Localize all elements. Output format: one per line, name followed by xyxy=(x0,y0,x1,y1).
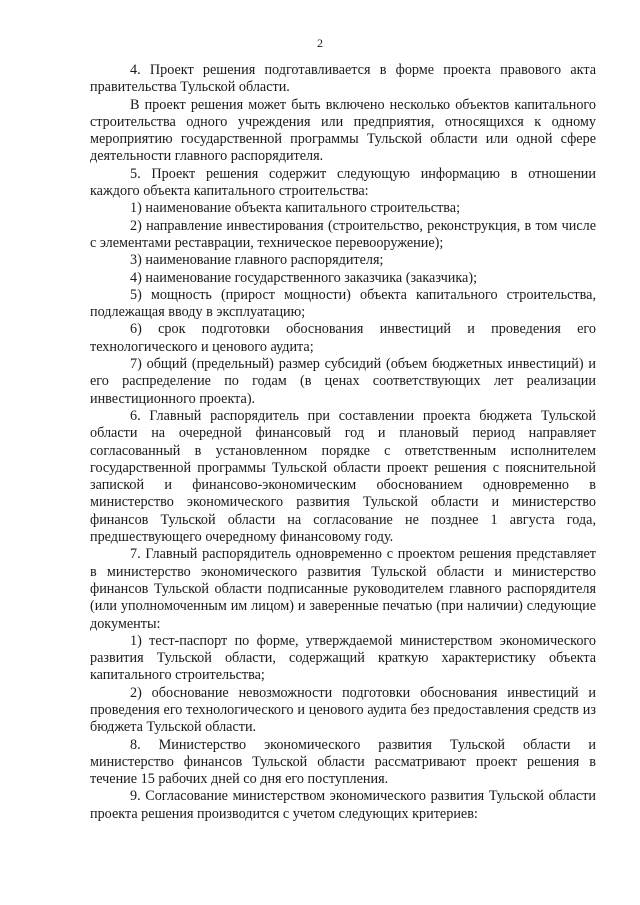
document-body xyxy=(90,62,596,823)
paragraph: В проект решения может быть включено несколько объектов капитального строительства одного учреждения или предприятия, относящихся к одному мероприятию государственной программы Тульской области или одной сфере деятельности главного распорядителя. xyxy=(90,96,596,165)
list-item: 5) мощность (прирост мощности) объекта капитального строительства, подлежащая вводу в эксплуатацию; xyxy=(90,286,596,321)
paragraph: 4. Проект решения подготавливается в форме проекта правового акта правительства Тульской области. xyxy=(90,62,596,96)
paragraph: 9. Согласование министерством экономического развития Тульской области проекта решения производится с учетом следующих критериев: xyxy=(90,788,596,822)
list-item: 2) направление инвестирования (строительство, реконструкция, в том числе с элементами реставрации, техническое перевооружение); xyxy=(90,217,596,251)
paragraph: 6. Главный распорядитель при составлении проекта бюджета Тульской области на очередной финансовый год и плановый период направляет согласованный в установленном порядке с ответственным исполнителем государственной программы Тульской области проект решения с пояснительной запиской и финансово-экономическим обоснованием одновременно в министерство экономического развития Тульской области и министерство финансов Тульской области на согласование не позднее 1 августа года, предшествующего очередному финансовому году. xyxy=(90,407,596,546)
list-item: 2) обоснование невозможности подготовки обоснования инвестиций и проведения его технологического и ценового аудита без предоставления средств из бюджета Тульской области. xyxy=(90,684,596,736)
list-item: 4) наименование государственного заказчика (заказчика); xyxy=(130,269,478,286)
page-number: 2 xyxy=(317,36,323,50)
list-item: 7) общий (предельный) размер субсидий (объем бюджетных инвестиций) и его распределение по годам (в ценах соответствующих лет реализации инвестиционного проекта). xyxy=(90,356,596,407)
list-item: 6) срок подготовки обоснования инвестиций и проведения его технологического и ценового аудита; xyxy=(90,321,596,355)
list-item: 1) наименование объекта капитального строительства; xyxy=(130,200,461,217)
list-item: 3) наименование главного распорядителя; xyxy=(130,252,384,269)
paragraph: 5. Проект решения содержит следующую информацию в отношении каждого объекта капитального строительства: xyxy=(90,165,596,200)
list-item: 1) тест-паспорт по форме, утверждаемой министерством экономического развития Тульской области, содержащий краткую характеристику объекта капитального строительства; xyxy=(90,632,596,684)
paragraph: 7. Главный распорядитель одновременно с проектом решения представляет в министерство экономического развития Тульской области и министерство финансов Тульской области подписанные руководителем главного распорядителя (или уполномоченным им лицом) и заверенные печатью (при наличии) следующие документы: xyxy=(90,546,596,632)
paragraph: 8. Министерство экономического развития Тульской области и министерство финансов Тульской области рассматривают проект решения в течение 15 рабочих дней со дня его поступления. xyxy=(90,736,596,788)
